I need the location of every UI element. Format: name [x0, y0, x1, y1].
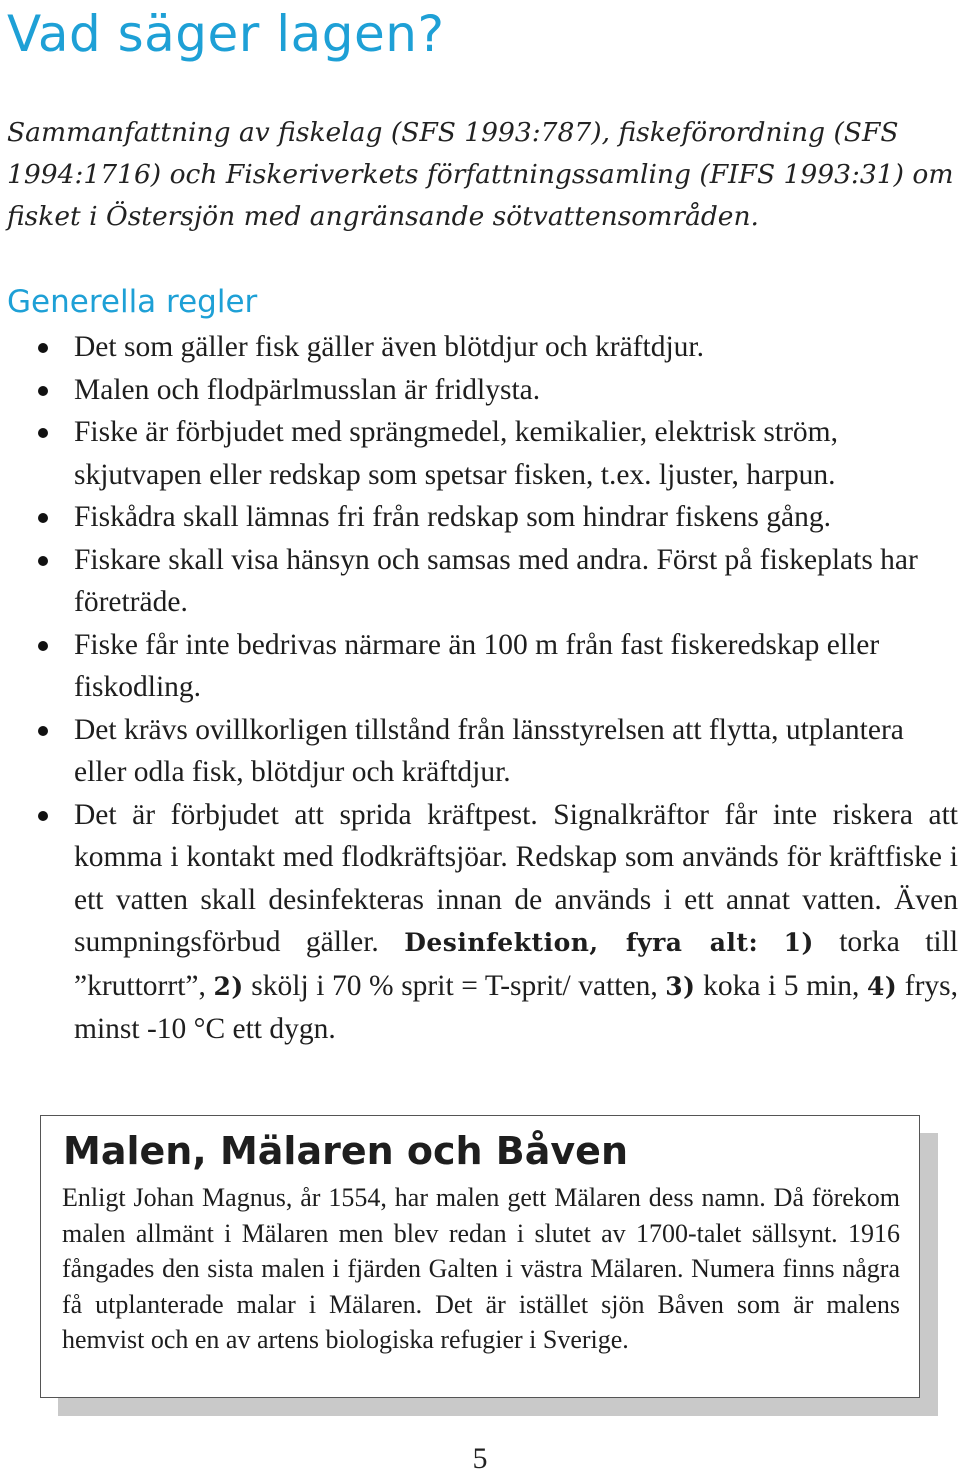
intro-summary: Sammanfattning av fiskelag (SFS 1993:787), fiskeförordning (SFS 1994:1716) och Fiskeriverkets författningssamling (FIFS 1993:31) om fisket i Östersjön med angränsande sötvattensområden. [7, 117, 954, 232]
bullet-icon [38, 641, 48, 651]
bullet-icon [38, 428, 48, 438]
option-text: frys, minst -10 °C ett dygn. [74, 969, 959, 1045]
rule-item [38, 411, 958, 496]
option-text: koka i 5 min, [703, 969, 860, 1002]
rule-text: Fiskare skall visa hänsyn och samsas med andra. Först på fiskeplats har företräde. [74, 543, 918, 618]
rule-text: Fiske får inte bedrivas närmare än 100 m från fast fiskeredskap eller fiskodling. [74, 628, 880, 703]
rule-item [38, 496, 958, 539]
option-text: torka till ”kruttorrt”, [74, 926, 959, 1002]
rule-item [38, 709, 958, 794]
disinfection-label: Desinfektion, fyra alt: [404, 928, 759, 957]
rule-text: Fiske är förbjudet med sprängmedel, kemikalier, elektrisk ström, skjutvapen eller redskap som spetsar fisken, t.ex. ljuster, harpun. [74, 416, 838, 491]
bullet-icon [38, 386, 48, 396]
rule-item [38, 326, 958, 369]
option-number: 4) [866, 971, 898, 1001]
bullet-icon [38, 556, 48, 566]
rule-text: Fiskådra skall lämnas fri från redskap som hindrar fiskens gång. [74, 501, 831, 533]
rule-item [38, 539, 958, 624]
page-title: Vad säger lagen? [7, 5, 445, 63]
infobox-text: Enligt Johan Magnus, år 1554, har malen gett Mälaren dess namn. Då förekom malen allmänt i Mälaren men blev redan i slutet av 1700-talet sällsynt. 1916 fångades den sista malen i fjärden Galten i västra Mälaren. Numera finns några få utplanterade malar i Mälaren. Det är istället sjön Båven som är malens hemvist och en av artens biologiska refugier i Sverige. [62, 1183, 900, 1354]
option-number: 1) [783, 928, 814, 957]
bullet-icon [38, 726, 48, 736]
page-number: 5 [472, 1442, 488, 1475]
bullet-icon [38, 513, 48, 523]
rule-item [38, 369, 958, 412]
rule-item [38, 624, 958, 709]
section-heading: Generella regler [7, 284, 258, 320]
infobox [40, 1115, 920, 1398]
option-number: 2) [213, 971, 244, 1001]
infobox-title: Malen, Mälaren och Båven [63, 1129, 629, 1173]
bullet-icon [38, 343, 48, 353]
rule-text: Det krävs ovillkorligen tillstånd från länsstyrelsen att flytta, utplantera eller odla fisk, blötdjur och kräftdjur. [74, 713, 904, 788]
option-text: skölj i 70 % sprit = T-sprit/ vatten, [251, 969, 658, 1002]
rule-text: Det som gäller fisk gäller även blötdjur och kräftdjur. [74, 331, 704, 363]
rule-text: Malen och flodpärlmusslan är fridlysta. [74, 373, 541, 406]
bullet-icon [38, 811, 48, 821]
option-number: 3) [665, 971, 696, 1001]
rule-item-crayfish-plague [38, 794, 958, 1051]
rule-text: Det är förbjudet att sprida kräftpest. Signalkräftor får inte riskera att komma i kontakt med flodkräftsjöar. Redskap som används för kräftfiske i ett vatten skall desinfekteras innan de används i ett annat vatten. Även sumpningsförbud gäller. [74, 798, 958, 958]
rules-list [38, 326, 958, 1051]
